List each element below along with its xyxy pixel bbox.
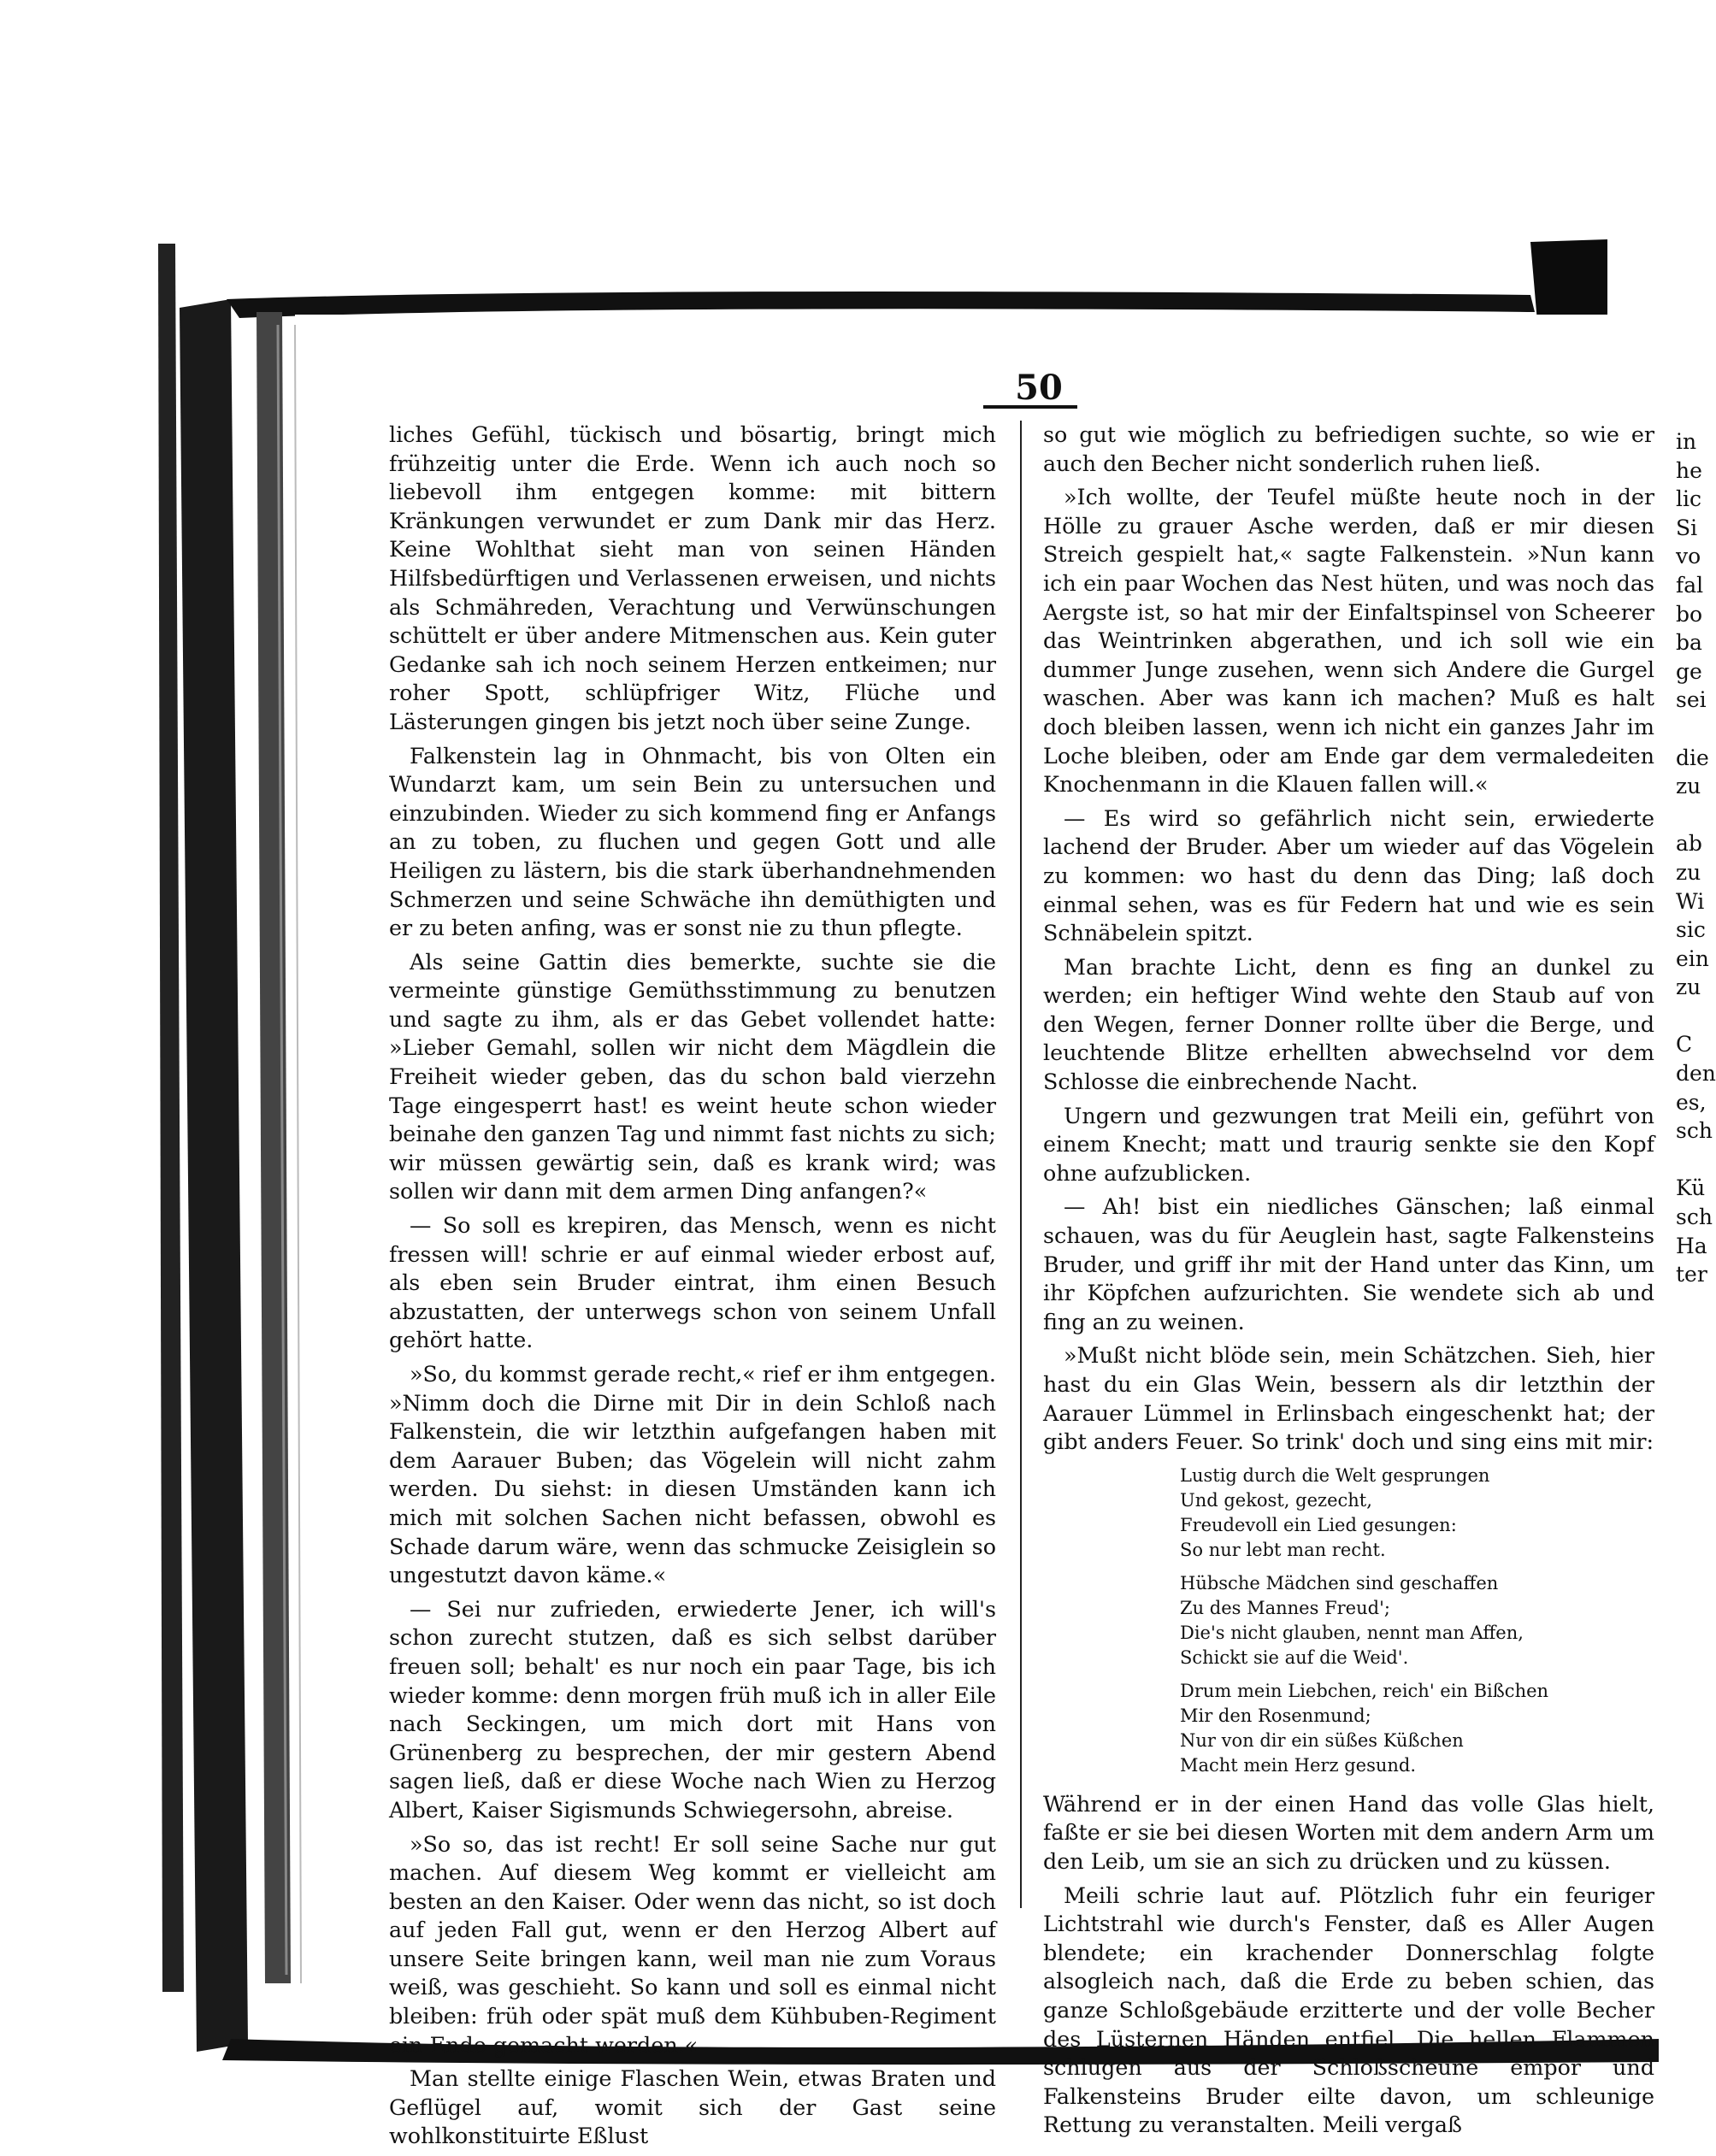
poem-stanza bbox=[1180, 1571, 1654, 1670]
right-column bbox=[1043, 421, 1654, 2145]
paragraph: »So so, das ist recht! Er soll seine Sache nur gut machen. Auf diesem Weg kommt er vielleicht am besten an den Kaiser. Oder wenn das nicht, so ist doch auf jeden Fall gut, wenn er den Herzog Albert auf unsere Seite bringen kann, weil man nie zum Voraus weiß, was geschieht. So kann und soll es einmal nicht bleiben: früh oder spät muß dem Kühbuben-Regiment ein Ende gemacht werden.« bbox=[389, 1830, 996, 2058]
neighbor-fragment: ge bbox=[1676, 658, 1702, 684]
neighbor-fragment: sei bbox=[1676, 687, 1707, 713]
neighbor-fragment: Wi bbox=[1676, 888, 1705, 914]
neighbor-fragment: in bbox=[1676, 429, 1697, 454]
neighbor-fragment: zu bbox=[1676, 975, 1701, 1000]
poem-line: Lustig durch die Welt gesprungen bbox=[1180, 1464, 1490, 1486]
neighbor-page-fragment bbox=[1676, 427, 1716, 1289]
paragraph: Man brachte Licht, denn es fing an dunkel zu werden; ein heftiger Wind wehte den Staub auf von den Wegen, ferner Donner rollte über die Berge, und leuchtende Blitze erhellten abwechselnd vor dem Schlosse die einbrechende Nacht. bbox=[1043, 953, 1654, 1095]
poem-line: Macht mein Herz gesund. bbox=[1180, 1754, 1417, 1776]
neighbor-fragment bbox=[1676, 801, 1710, 830]
neighbor-fragment: zu bbox=[1676, 774, 1701, 799]
neighbor-fragment: vo bbox=[1676, 544, 1701, 569]
neighbor-fragment bbox=[1676, 715, 1710, 744]
paragraph: »Ich wollte, der Teufel müßte heute noch in der Hölle zu grauer Asche werden, daß er mir diesen Streich gespielt hat,« sagte Falkenstein. »Nun kann ich ein paar Wochen das Nest hüten, und was noch das Aergste ist, so hat mir der Einfaltspinsel von Scheerer das Weintrinken abgerathen, und ich soll wie ein dummer Junge zusehen, wenn sich Andere die Gurgel waschen. Aber was kann ich machen? Muß es halt doch bleiben lassen, wenn ich nicht ein ganzes Jahr im Loche bleiben, oder am Ende gar dem vermaledeiten Knochenmann in die Klauen fallen will.« bbox=[1043, 484, 1654, 798]
neighbor-fragment: den bbox=[1676, 1061, 1716, 1087]
neighbor-fragment: C bbox=[1676, 1032, 1693, 1057]
left-column bbox=[389, 421, 996, 2156]
neighbor-fragment bbox=[1676, 1146, 1710, 1175]
neighbor-fragment: sch bbox=[1676, 1118, 1713, 1144]
neighbor-fragment: ter bbox=[1676, 1262, 1707, 1287]
paragraph: Meili schrie laut auf. Plötzlich fuhr ein feuriger Lichtstrahl wie durch's Fenster, daß es Aller Augen blendete; ein krachender Donnerschlag folgte alsogleich nach, daß die Erde zu beben schien, das ganze Schloßgebäude erzitterte und der volle Becher des Lüsternen Händen entfiel. Die hellen Flammen schlugen aus der Schloßscheune empor und Falkensteins Bruder eilte davon, um schleunige Rettung zu veranstalten. Meili vergaß bbox=[1043, 1882, 1654, 2138]
paragraph: Man stellte einige Flaschen Wein, etwas Braten und Geflügel auf, womit sich der Gast seine wohlkonstituirte Eßlust bbox=[389, 2065, 996, 2149]
neighbor-fragment: ein bbox=[1676, 945, 1709, 971]
poem-line: Und gekost, gezecht, bbox=[1180, 1489, 1372, 1511]
neighbor-fragment: bo bbox=[1676, 601, 1703, 627]
poem-line: Freudevoll ein Lied gesungen: bbox=[1180, 1514, 1457, 1535]
paragraph: — Ah! bist ein niedliches Gänschen; laß einmal schauen, was du für Aeuglein hast, sagte Falkensteins Bruder, und griff ihr mit der Hand unter das Kinn, um ihr Köpfchen aufzurichten. Sie wendete sich ab und fing an zu weinen. bbox=[1043, 1193, 1654, 1334]
poem bbox=[1180, 1464, 1654, 1778]
book-edge-binding bbox=[180, 299, 248, 2052]
paragraph: liches Gefühl, tückisch und bösartig, bringt mich frühzeitig unter die Erde. Wenn ich auch noch so liebevoll ihm entgegen komme: mit bittern Kränkungen verwundet er zum Dank mir das Herz. Keine Wohlthat sieht man von seinen Händen Hilfsbedürftigen und Verlassenen erweisen, und nichts als Schmähreden, Verachtung und Verwünschungen schüttelt er über andere Mitmenschen aus. Kein guter Gedanke sah ich noch seinem Herzen entkeimen; nur roher Spott, schlüpfriger Witz, Flüche und Lästerungen gingen bis jetzt noch über seine Zunge. bbox=[389, 421, 996, 734]
poem-line: Die's nicht glauben, nennt man Affen, bbox=[1180, 1622, 1524, 1643]
neighbor-fragment: Si bbox=[1676, 515, 1698, 540]
paragraph: Als seine Gattin dies bemerkte, suchte sie die vermeinte günstige Gemüthsstimmung zu benutzen und sagte zu ihm, als er das Gebet vollendet hatte: »Lieber Gemahl, sollen wir nicht dem Mägdlein die Freiheit wieder geben, das du schon bald vierzehn Tage eingesperrt hast! es weint heute schon wieder beinahe den ganzen Tag und nimmt fast nichts zu sich; wir müssen gewärtig sein, daß es krank wird; was sollen wir dann mit dem armen Ding anfangen?« bbox=[389, 948, 996, 1205]
neighbor-fragment: Kü bbox=[1676, 1175, 1706, 1201]
paragraph: — Es wird so gefährlich nicht sein, erwiederte lachend der Bruder. Aber um wieder auf das Vögelein zu kommen: wo hast du denn das Ding; laß doch einmal sehen, was es für Federn hat und wie es sein Schnäbelein spitzt. bbox=[1043, 804, 1654, 946]
poem-line: Nur von dir ein süßes Küßchen bbox=[1180, 1729, 1464, 1751]
neighbor-fragment: he bbox=[1676, 457, 1702, 483]
neighbor-fragment: fal bbox=[1676, 572, 1704, 598]
paragraph: »Mußt nicht blöde sein, mein Schätzchen. Sieh, hier hast du ein Glas Wein, bessern als dir letzthin der Aarauer Lümmel in Erlinsbach eingeschenkt hat; der gibt anders Feuer. So trink' doch und sing eins mit mir: bbox=[1043, 1342, 1654, 1455]
neighbor-fragment: es, bbox=[1676, 1089, 1707, 1115]
poem-line: Schickt sie auf die Weid'. bbox=[1180, 1646, 1409, 1668]
neighbor-fragment: die bbox=[1676, 745, 1709, 770]
neighbor-fragment: sch bbox=[1676, 1205, 1713, 1230]
neighbor-fragment: Ha bbox=[1676, 1233, 1707, 1258]
paragraph: »So, du kommst gerade recht,« rief er ihm entgegen. »Nimm doch die Dirne mit Dir in dein Schloß nach Falkenstein, die wir letzthin aufgefangen haben mit dem Aarauer Buben; das Vögelein will nicht zahm werden. Du siehst: in diesen Umständen kann ich mich mit solchen Sachen nicht befassen, obwohl es Schade darum wäre, wenn das schmucke Zeisiglein so ungestutzt davon käme.« bbox=[389, 1361, 996, 1588]
neighbor-fragment: zu bbox=[1676, 859, 1701, 885]
poem-stanza bbox=[1180, 1464, 1654, 1563]
poem-line: Hübsche Mädchen sind geschaffen bbox=[1180, 1572, 1499, 1593]
poem-line: Zu des Mannes Freud'; bbox=[1180, 1597, 1390, 1618]
neighbor-fragment: ba bbox=[1676, 630, 1702, 656]
paragraph: — So soll es krepiren, das Mensch, wenn es nicht fressen will! schrie er auf einmal wieder erbost auf, als eben sein Bruder eintrat, ihm einen Besuch abzustatten, der unterwegs schon von seinem Unfall gehört hatte. bbox=[389, 1212, 996, 1353]
poem-line: Drum mein Liebchen, reich' ein Bißchen bbox=[1180, 1680, 1549, 1701]
poem-stanza bbox=[1180, 1679, 1654, 1778]
book-edge-left bbox=[158, 244, 184, 1992]
page-number: 50 bbox=[1015, 368, 1063, 408]
neighbor-fragment bbox=[1676, 1002, 1710, 1031]
poem-line: Mir den Rosenmund; bbox=[1180, 1705, 1371, 1726]
neighbor-fragment: sic bbox=[1676, 917, 1706, 943]
paragraph: so gut wie möglich zu befriedigen suchte, so wie er auch den Becher nicht sonderlich ruhen ließ. bbox=[1043, 421, 1654, 476]
paragraph: Während er in der einen Hand das volle Glas hielt, faßte er sie bei diesen Worten mit dem andern Arm um den Leib, um sie an sich zu drücken und zu küssen. bbox=[1043, 1790, 1654, 1874]
paragraph: — Sei nur zufrieden, erwiederte Jener, ich will's schon zurecht stutzen, daß es sich selbst darüber freuen soll; behalt' es nur noch ein paar Tage, bis ich wieder komme: denn morgen früh muß ich in aller Eile nach Seckingen, um mich dort mit Hans von Grünenberg zu besprechen, der mir gestern Abend sagen ließ, daß er diese Woche nach Wien zu Herzog Albert, Kaiser Sigismunds Schwiegersohn, abreise. bbox=[389, 1595, 996, 1823]
paragraph: Ungern und gezwungen trat Meili ein, geführt von einem Knecht; matt und traurig senkte sie den Kopf ohne aufzublicken. bbox=[1043, 1102, 1654, 1186]
neighbor-fragment: ab bbox=[1676, 831, 1702, 857]
paragraph: Falkenstein lag in Ohnmacht, bis von Olten ein Wundarzt kam, um sein Bein zu untersuchen und einzubinden. Wieder zu sich kommend fing er Anfangs an zu toben, zu fluchen und gegen Gott und alle Heiligen zu lästern, bis die stark überhandnehmenden Schmerzen und seine Schwäche ihn demüthigten und er zu beten anfing, was er sonst nie zu thun pflegte. bbox=[389, 742, 996, 941]
column-divider bbox=[1020, 421, 1022, 1908]
neighbor-fragment: lic bbox=[1676, 486, 1701, 512]
poem-line: So nur lebt man recht. bbox=[1180, 1539, 1386, 1560]
book-edge-top bbox=[227, 292, 1535, 318]
